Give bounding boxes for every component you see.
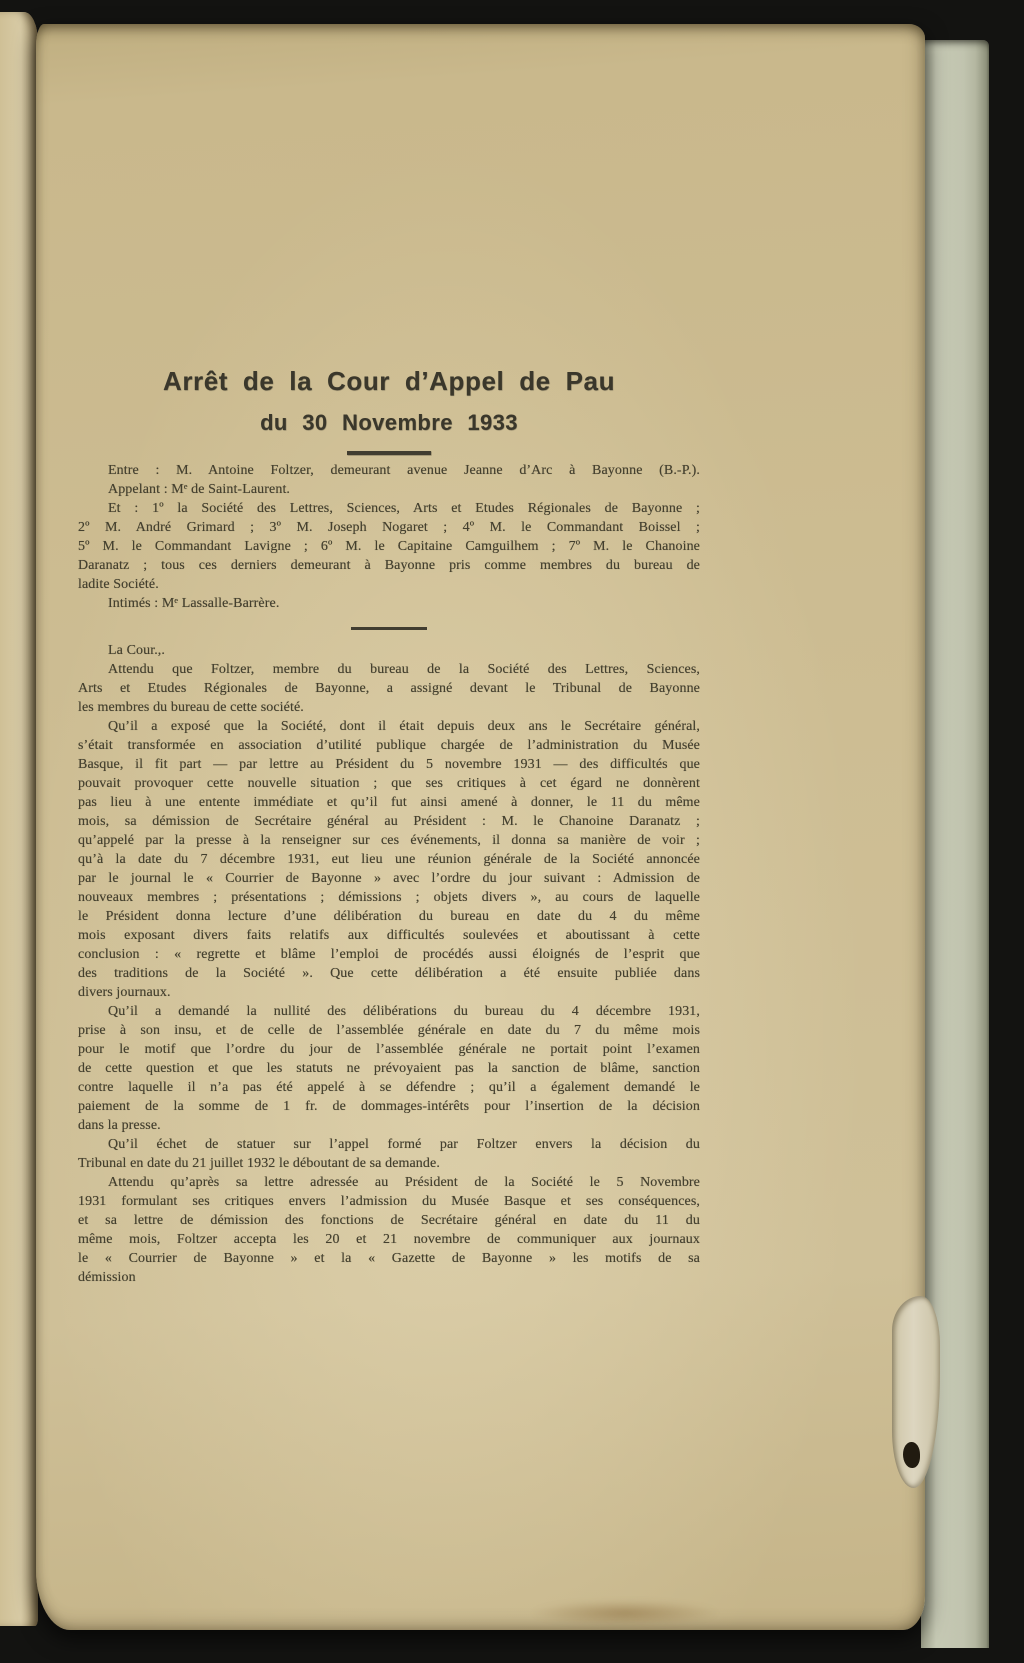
text-line: nouveaux membres ; présentations ; démissions ; objets divers », au cours de laquelle [78,890,700,905]
text-line: les membres du bureau de cette société. [78,700,304,715]
section-divider [351,627,427,630]
paper-hole [903,1442,920,1468]
paragraph [78,480,700,499]
text-line: des traditions de la Société ». Que cette délibération a été ensuite publiée dans [78,966,700,981]
document-body [78,461,700,1287]
text-line: et sa lettre de démission des fonctions de Secrétaire général en date du 11 du [78,1213,700,1228]
text-line: s’était transformée en association d’utilité publique chargée de l’administration du Musée [78,738,700,753]
text-line: La Cour.,. [108,643,165,658]
paragraph [78,1002,700,1135]
paragraph [78,499,700,594]
text-line: le « Courrier de Bayonne » et la « Gazette de Bayonne » les motifs de sa [78,1251,700,1266]
text-line: conclusion : « regrette et blâme l’emploi de procédés aussi éloignés de l’esprit que [78,947,700,962]
left-page-edge [0,12,38,1626]
text-line: pas lieu à une entente immédiate et qu’il fut ainsi amené à donner, le 11 du même [78,795,700,810]
paragraph [78,641,700,660]
text-line: par le journal le « Courrier de Bayonne » avec l’ordre du jour suivant : Admission de [78,871,700,886]
text-line: mois, sa démission de Secrétaire général au Président : M. le Chanoine Daranatz ; [78,814,700,829]
text-line: 5º M. le Commandant Lavigne ; 6º M. le Capitaine Camguilhem ; 7º M. le Chanoine [78,539,700,554]
paper-stain [530,1600,720,1626]
text-line: Et : 1º la Société des Lettres, Sciences, Arts et Etudes Régionales de Bayonne ; [108,501,700,516]
text-line: même mois, Foltzer accepta les 20 et 21 novembre de communiquer aux journaux [78,1232,700,1247]
text-line: prise à son insu, et de celle de l’assemblée générale en date du 7 du même mois [78,1023,700,1038]
text-line: de cette question et que les statuts ne prévoyaient pas la sanction de blâme, sanction [78,1061,700,1076]
document-page [36,24,925,1630]
title-divider [347,451,431,455]
paragraph [78,594,700,613]
paragraph [78,660,700,717]
text-line: le Président donna lecture d’une délibération du bureau en date du 4 du même [78,909,700,924]
text-line: Tribunal en date du 21 juillet 1932 le déboutant de sa demande. [78,1156,440,1171]
document-subtitle: du 30 Novembre 1933 [260,410,518,435]
text-line: Attendu que Foltzer, membre du bureau de la Société des Lettres, Sciences, [108,662,700,677]
text-line: Arts et Etudes Régionales de Bayonne, a assigné devant le Tribunal de Bayonne [78,681,700,696]
paragraph [78,461,700,480]
text-line: mois exposant divers faits relatifs aux difficultés soulevées et aboutissant à cette [78,928,700,943]
text-line: Daranatz ; tous ces derniers demeurant à Bayonne pris comme membres du bureau de [78,558,700,573]
text-line: pouvait provoquer cette nouvelle situation ; que ses critiques à cet égard ne donnèrent [78,776,700,791]
text-line: Qu’il a exposé que la Société, dont il était depuis deux ans le Secrétaire général, [108,719,700,734]
document-title: Arrêt de la Cour d’Appel de Pau [162,366,616,396]
text-line: Intimés : Mᵉ Lassalle-Barrère. [108,596,280,611]
text-line: Basque, il fit part — par lettre au Président du 5 novembre 1931 — des difficultés que [78,757,700,772]
text-line: Attendu qu’après sa lettre adressée au Président de la Société le 5 Novembre [108,1175,700,1190]
text-line: Qu’il échet de statuer sur l’appel formé par Foltzer envers la décision du [108,1137,700,1152]
paragraph [78,1173,700,1287]
text-line: dans la presse. [78,1118,161,1133]
text-line: 1931 formulant ses critiques envers l’admission du Musée Basque et ses conséquences, [78,1194,700,1209]
text-line: ladite Société. [78,577,159,592]
text-line: divers journaux. [78,985,171,1000]
text-line: paiement de la somme de 1 fr. de dommages-intérêts pour l’insertion de la décision [78,1099,700,1114]
text-line: contre laquelle il n’a pas été appelé à se défendre ; qu’il a également demandé le [78,1080,700,1095]
text-line: qu’à la date du 7 décembre 1931, eut lieu une réunion générale de la Société annoncée [78,852,700,867]
paragraph [78,717,700,1002]
text-line: démission [78,1270,136,1285]
text-line: Qu’il a demandé la nullité des délibérations du bureau du 4 décembre 1931, [108,1004,700,1019]
text-line: Entre : M. Antoine Foltzer, demeurant avenue Jeanne d’Arc à Bayonne (B.-P.). [108,463,700,478]
text-line: qu’appelé par la presse à la renseigner sur ces événements, il donna sa manière de voir ; [78,833,700,848]
text-line: 2º M. André Grimard ; 3º M. Joseph Nogaret ; 4º M. le Commandant Boissel ; [78,520,700,535]
text-line: pour le motif que l’ordre du jour de l’assemblée générale ne portait point l’examen [78,1042,700,1057]
paragraph [78,1135,700,1173]
text-line: Appelant : Mᵉ de Saint-Laurent. [108,482,291,497]
